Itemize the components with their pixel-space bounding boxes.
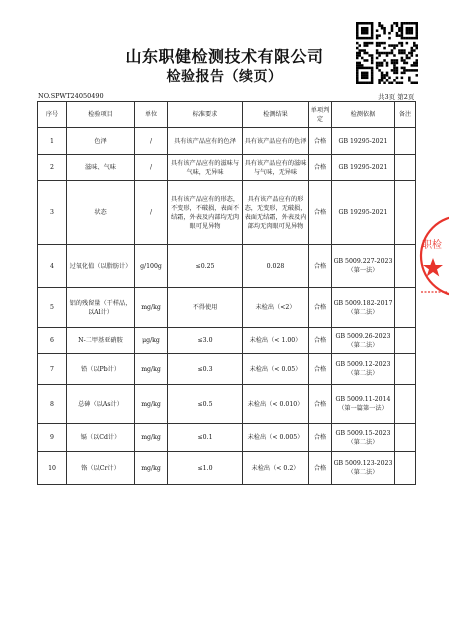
cell-unit: /: [135, 181, 168, 245]
cell-basis: GB 19295-2021: [332, 155, 395, 181]
cell-result: 具有该产品应有的色泽: [243, 128, 309, 155]
cell-item: 铝的残留量（干样品，以Al计）: [67, 288, 135, 328]
cell-no: 2: [38, 155, 67, 181]
cell-req: ≤3.0: [168, 328, 243, 354]
cell-no: 6: [38, 328, 67, 354]
cell-item: 总砷（以As计）: [67, 385, 135, 424]
table-row: [38, 288, 416, 328]
cell-no: 1: [38, 128, 67, 155]
cell-judge: 合格: [309, 128, 332, 155]
cell-note: [395, 452, 416, 485]
cell-item: 过氧化值（以脂肪计）: [67, 245, 135, 288]
cell-note: [395, 354, 416, 385]
header-cell: 检验项目: [67, 102, 135, 128]
cell-note: [395, 128, 416, 155]
cell-note: [395, 181, 416, 245]
cell-judge: 合格: [309, 385, 332, 424]
cell-basis: GB 5009.182-2017（第二法）: [332, 288, 395, 328]
cell-note: [395, 385, 416, 424]
cell-result: 未检出（< 0.010）: [243, 385, 309, 424]
cell-unit: /: [135, 155, 168, 181]
table-row: [38, 354, 416, 385]
table-row: [38, 424, 416, 452]
cell-unit: mg/kg: [135, 424, 168, 452]
cell-unit: mg/kg: [135, 288, 168, 328]
table-row: [38, 328, 416, 354]
cell-judge: 合格: [309, 354, 332, 385]
cell-no: 9: [38, 424, 67, 452]
report-title: 检验报告（续页）: [166, 69, 283, 85]
table-row: [38, 181, 416, 245]
cell-item: 色泽: [67, 128, 135, 155]
cell-unit: mg/kg: [135, 385, 168, 424]
cell-no: 10: [38, 452, 67, 485]
cell-judge: 合格: [309, 288, 332, 328]
header-cell: 备注: [395, 102, 416, 128]
cell-item: 状态: [67, 181, 135, 245]
cell-basis: GB 5009.12-2023（第二法）: [332, 354, 395, 385]
cell-note: [395, 155, 416, 181]
cell-req: 不得使用: [168, 288, 243, 328]
company-name: 山东职健检测技术有限公司: [125, 47, 324, 66]
cell-note: [395, 424, 416, 452]
cell-basis: GB 5009.15-2023（第二法）: [332, 424, 395, 452]
cell-basis: GB 19295-2021: [332, 181, 395, 245]
cell-unit: /: [135, 128, 168, 155]
cell-req: ≤0.5: [168, 385, 243, 424]
header-cell: 序号: [38, 102, 67, 128]
cell-result: 未检出（< 0.2）: [243, 452, 309, 485]
cell-judge: 合格: [309, 452, 332, 485]
cell-note: [395, 328, 416, 354]
cell-item: 铬（以Cr计）: [67, 452, 135, 485]
cell-item: 滋味、气味: [67, 155, 135, 181]
cell-item: N-二甲基亚硝胺: [67, 328, 135, 354]
cell-no: 3: [38, 181, 67, 245]
cell-item: 镉（以Cd计）: [67, 424, 135, 452]
page-indicator: 共3页 第2页: [378, 93, 415, 101]
cell-result: 未检出（< 0.005）: [243, 424, 309, 452]
cell-req: ≤1.0: [168, 452, 243, 485]
cell-basis: GB 19295-2021: [332, 128, 395, 155]
table-row: [38, 155, 416, 181]
results-table: [37, 101, 416, 485]
header-cell: 检测结果: [243, 102, 309, 128]
cell-no: 7: [38, 354, 67, 385]
cell-result: 未检出（< 0.05）: [243, 354, 309, 385]
cell-note: [395, 288, 416, 328]
cell-basis: GB 5009.123-2023（第二法）: [332, 452, 395, 485]
table-row: [38, 128, 416, 155]
cell-unit: μg/kg: [135, 328, 168, 354]
cell-judge: 合格: [309, 245, 332, 288]
cell-no: 8: [38, 385, 67, 424]
cell-judge: 合格: [309, 181, 332, 245]
cell-item: 铅（以Pb计）: [67, 354, 135, 385]
table-header-row: [38, 102, 416, 128]
qr-code-icon: [356, 22, 418, 84]
table-row: [38, 245, 416, 288]
header-cell: 标准要求: [168, 102, 243, 128]
cell-req: ≤0.1: [168, 424, 243, 452]
cell-result: 具有该产品应有的形态，无变形，无破损，表面无结霜，外表及内部均无肉眼可见异物: [243, 181, 309, 245]
table-row: [38, 452, 416, 485]
seal-text: 职检: [422, 240, 442, 251]
header-cell: 检测依据: [332, 102, 395, 128]
cell-req: 具有该产品应有的色泽: [168, 128, 243, 155]
cell-result: 未检出（< 1.00）: [243, 328, 309, 354]
cell-no: 4: [38, 245, 67, 288]
cell-basis: GB 5009.227-2023（第一法）: [332, 245, 395, 288]
cell-req: ≤0.3: [168, 354, 243, 385]
report-number: NO.SPWT24050490: [38, 92, 104, 100]
table-row: [38, 385, 416, 424]
cell-result: 0.028: [243, 245, 309, 288]
official-seal: [419, 206, 449, 306]
cell-result: 具有该产品应有的滋味与气味，无异味: [243, 155, 309, 181]
cell-note: [395, 245, 416, 288]
header-cell: 单位: [135, 102, 168, 128]
cell-unit: mg/kg: [135, 452, 168, 485]
header-cell: 单项判定: [309, 102, 332, 128]
cell-req: 具有该产品应有的形态，不变形，不破损，表面不结霜，外表及内部均无肉眼可见异物: [168, 181, 243, 245]
cell-no: 5: [38, 288, 67, 328]
cell-basis: GB 5009.11-2014（第一篇第一法）: [332, 385, 395, 424]
cell-unit: g/100g: [135, 245, 168, 288]
cell-req: ≤0.25: [168, 245, 243, 288]
cell-req: 具有该产品应有的滋味与气味，无异味: [168, 155, 243, 181]
cell-judge: 合格: [309, 155, 332, 181]
cell-result: 未检出（<2）: [243, 288, 309, 328]
cell-unit: mg/kg: [135, 354, 168, 385]
cell-judge: 合格: [309, 424, 332, 452]
cell-judge: 合格: [309, 328, 332, 354]
cell-basis: GB 5009.26-2023（第二法）: [332, 328, 395, 354]
